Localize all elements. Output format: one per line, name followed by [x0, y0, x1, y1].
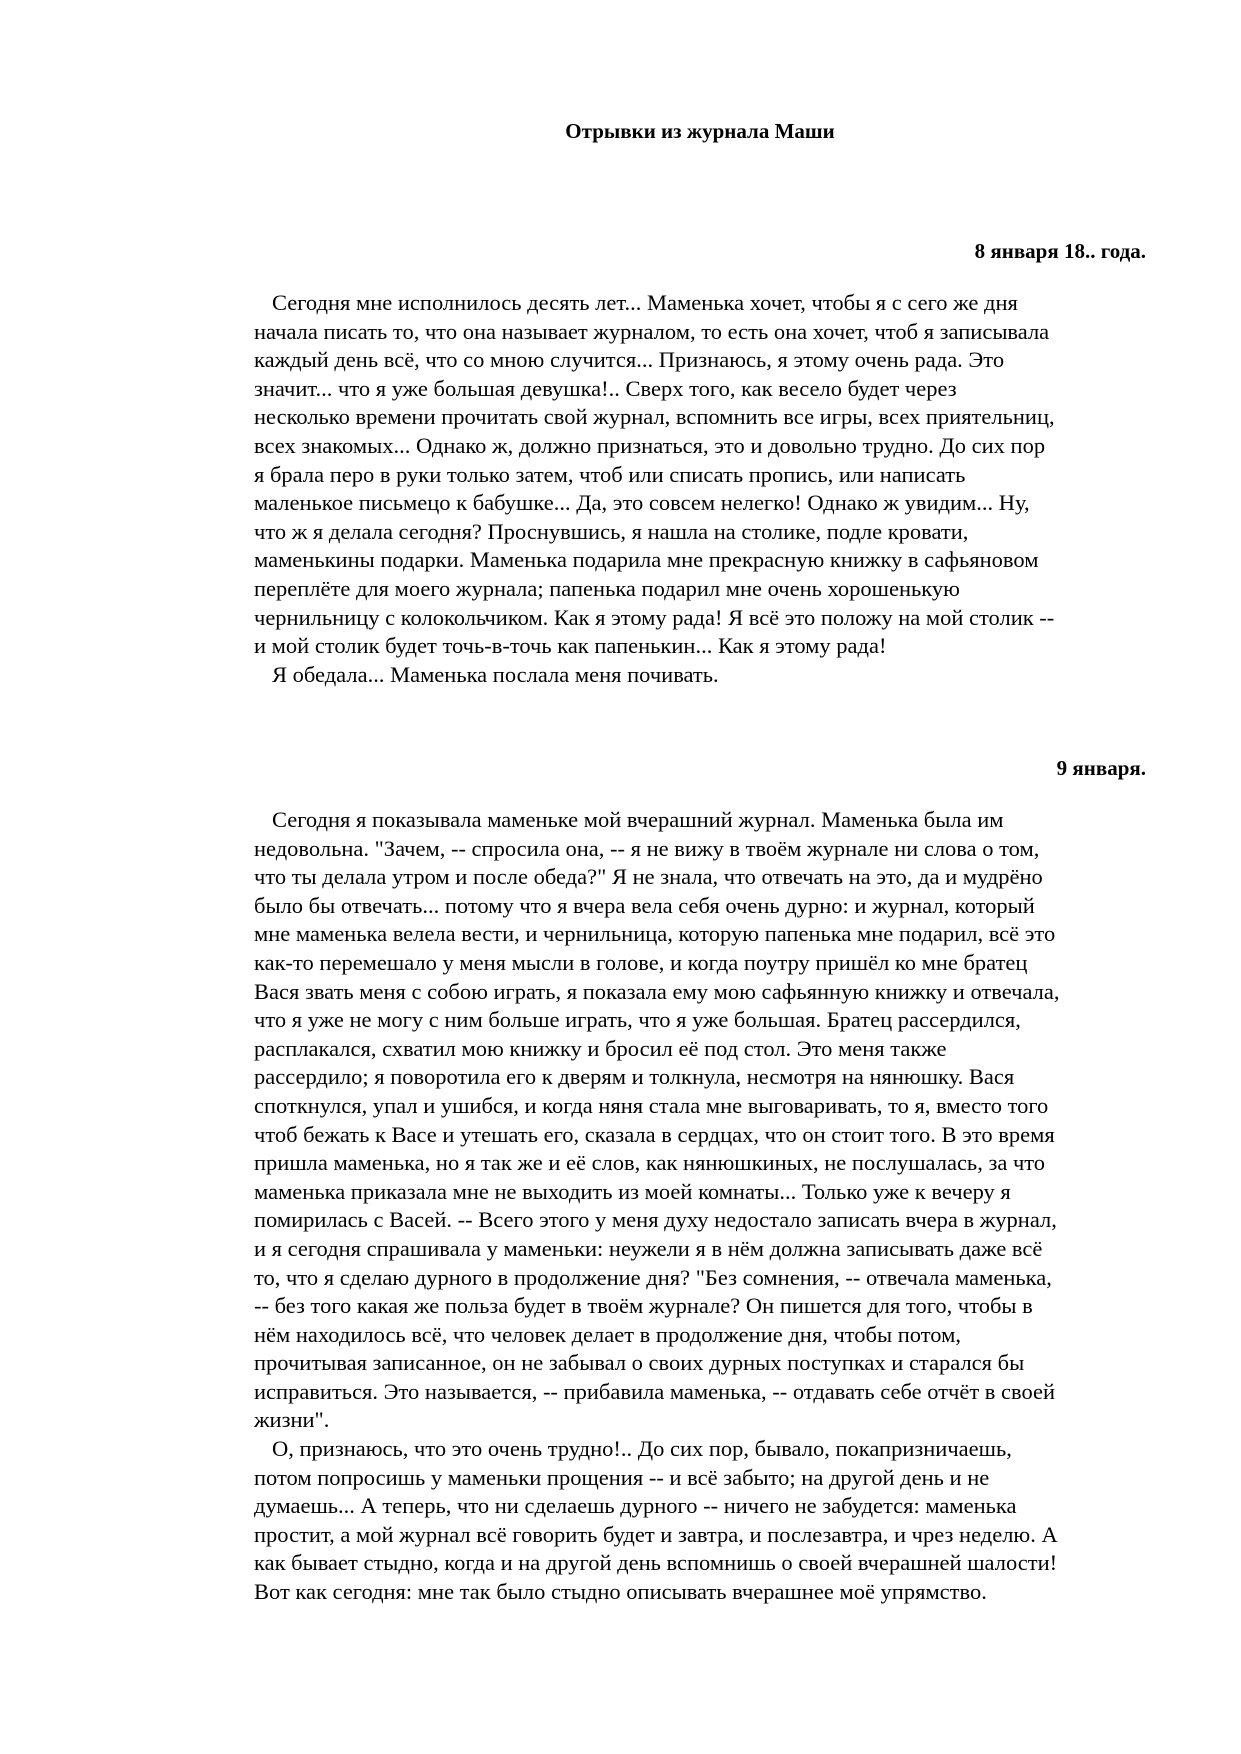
text-line: начала писать то, что она называет журналом, то есть она хочет, чтоб я записывала: [254, 318, 1050, 344]
text-line: -- без того какая же польза будет в твоём журнале? Он пишется для того, чтобы в: [254, 1293, 1033, 1319]
text-line: О, признаюсь, что это очень трудно!.. До сих пор, бывало, покапризничаешь,: [272, 1436, 1012, 1462]
text-line: было бы отвечать... потому что я вчера вела себя очень дурно: и журнал, который: [254, 892, 1035, 918]
entry-text: [254, 289, 1154, 689]
text-line: помирилась с Васей. -- Всего этого у меня духу недостало записать вчера в журнал,: [254, 1207, 1057, 1233]
text-line: и я сегодня спрашивала у маменьки: неужели я в нём должна записывать даже всё: [254, 1235, 1043, 1261]
text-line: всех знакомых... Однако ж, должно признаться, это и довольно трудно. До сих пор: [254, 432, 1046, 458]
text-line: Сегодня я показывала маменьке мой вчерашний журнал. Маменька была им: [272, 807, 1004, 832]
text-line: споткнулся, упал и ушибся, и когда няня стала мне выговаривать, то я, вместо того: [254, 1092, 1049, 1118]
text-line: маленькое письмецо к бабушке... Да, это совсем нелегко! Однако ж увидим... Ну,: [254, 490, 1030, 516]
text-line: несколько времени прочитать свой журнал, вспомнить все игры, всех приятельниц,: [254, 404, 1055, 430]
text-line: что ты делала утром и после обеда?" Я не знала, что отвечать на это, да и мудрёно: [254, 864, 1043, 890]
document-title: Отрывки из журнала Маши: [565, 119, 835, 143]
text-line: как бывает стыдно, когда и на другой день вспомнишь о своей вчерашней шалости!: [254, 1550, 1058, 1576]
text-line: рассердило; я поворотила его к дверям и толкнула, несмотря на нянюшку. Вася: [254, 1064, 1015, 1090]
text-line: исправиться. Это называется, -- прибавила маменька, -- отдавать себе отчёт в своей: [254, 1378, 1056, 1404]
text-line: потом попросишь у маменьки прощения -- и всё забыто; на другой день и не: [254, 1464, 990, 1490]
text-line: чернильницу с колокольчиком. Как я этому рада! Я всё это положу на мой столик --: [254, 604, 1055, 630]
text-line: как-то перемешало у меня мысли в голове, и когда поутру пришёл ко мне братец: [254, 949, 1028, 975]
text-line: мне маменька велела вести, и чернильница, которую папенька мне подарил, всё это: [254, 921, 1056, 947]
text-line: жизни".: [254, 1407, 330, 1433]
entry-date: 9 января.: [1056, 756, 1146, 780]
entry-date: 8 января 18.. года.: [974, 239, 1146, 263]
text-line: Я обедала... Маменька послала меня почивать.: [272, 661, 719, 687]
text-line: чтоб бежать к Васе и утешать его, сказала в сердцах, что он стоит того. В это время: [254, 1121, 1055, 1147]
text-line: Вот как сегодня: мне так было стыдно описывать вчерашнее моё упрямство.: [254, 1579, 987, 1605]
text-line: значит... что я уже большая девушка!.. Сверх того, как весело будет через: [254, 375, 957, 401]
text-line: недовольна. "Зачем, -- спросила она, -- я не вижу в твоём журнале ни слова о том,: [254, 835, 1040, 861]
text-line: и мой столик будет точь-в-точь как папенькин... Как я этому рада!: [254, 633, 887, 659]
text-line: нём находилось всё, что человек делает в продолжение дня, чтобы потом,: [254, 1321, 961, 1347]
text-line: Сегодня мне исполнилось десять лет... Маменька хочет, чтобы я с сего же дня: [272, 290, 1018, 315]
text-line: что я уже не могу с ним больше играть, что я уже большая. Братец рассердился,: [254, 1007, 1021, 1033]
text-line: думаешь... А теперь, что ни сделаешь дурного -- ничего не забудется: маменька: [254, 1493, 1017, 1519]
text-line: я брала перо в руки только затем, чтоб или списать пропись, или написать: [254, 461, 966, 487]
text-line: маменька приказала мне не выходить из моей комнаты... Только уже к вечеру я: [254, 1178, 1011, 1204]
text-line: расплакался, схватил мою книжку и бросил её под стол. Это меня также: [254, 1035, 947, 1061]
text-line: прочитывая записанное, он не забывал о своих дурных поступках и старался бы: [254, 1350, 1025, 1376]
entry-text: [254, 806, 1154, 1607]
text-line: пришла маменька, но я так же и её слов, как нянюшкиных, не послушалась, за что: [254, 1150, 1046, 1176]
text-line: простит, а мой журнал всё говорить будет и завтра, и послезавтра, и чрез неделю. А: [254, 1521, 1058, 1547]
text-line: маменькины подарки. Маменька подарила мне прекрасную книжку в сафьяновом: [254, 547, 1039, 573]
text-line: что ж я делала сегодня? Проснувшись, я нашла на столике, подле кровати,: [254, 518, 969, 544]
text-line: то, что я сделаю дурного в продолжение дня? "Без сомнения, -- отвечала маменька,: [254, 1264, 1052, 1290]
text-line: каждый день всё, что со мною случится... Признаюсь, я этому очень рада. Это: [254, 347, 1005, 373]
text-line: переплёте для моего журнала; папенька подарил мне очень хорошенькую: [254, 575, 960, 601]
text-line: Вася звать меня с собою играть, я показала ему мою сафьянную книжку и отвечала,: [254, 978, 1060, 1004]
